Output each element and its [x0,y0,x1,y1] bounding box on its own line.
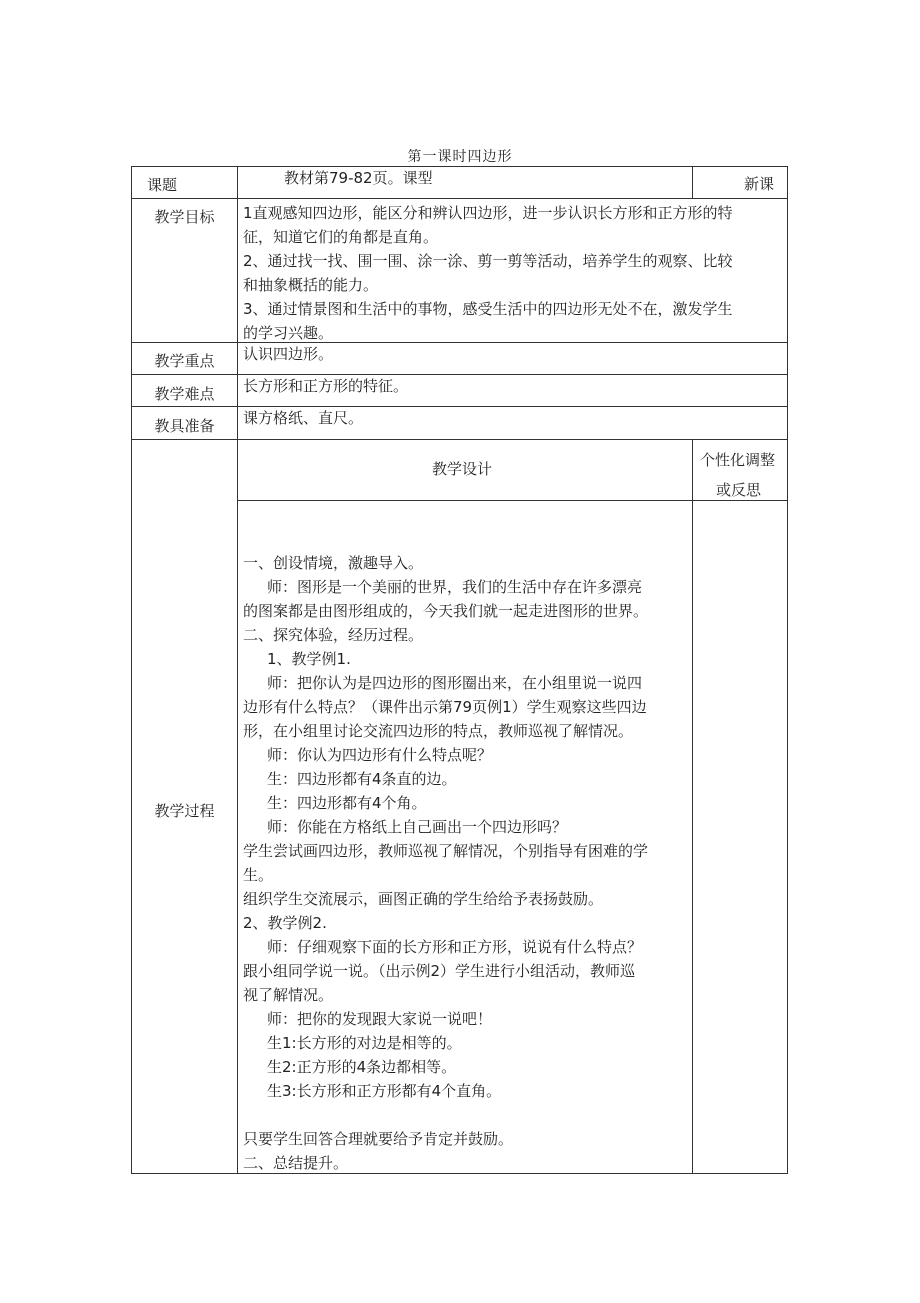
objectives-text [243,201,788,345]
objective-line: 征，知道它们的角都是直角。 [243,228,439,246]
difficulty-label: 教学难点 [154,385,215,403]
objective-line: 1直观感知四边形，能区分和辨认四边形，进一步认识长方形和正方形的特 [243,204,733,222]
process-label: 教学过程 [154,802,215,820]
process-line: 师：仔细观察下面的长方形和正方形，说说有什么特点？ [267,938,643,956]
topic-text: 教材第79-82页。课型 [284,169,433,187]
key-point-text: 认识四边形。 [243,345,334,363]
process-line: 生1:长方形的对边是相等的。 [267,1034,462,1052]
objectives-label: 教学目标 [154,208,215,226]
process-line: 视了解情况。 [243,986,334,1004]
column-divider [692,439,693,1174]
process-line: 师：图形是一个美丽的世界，我们的生活中存在许多漂亮 [267,578,643,596]
process-line: 生3:长方形和正方形都有4个直角。 [267,1082,502,1100]
column-divider [237,166,238,1174]
process-body [243,551,691,1175]
row-divider [131,439,788,440]
process-line: 1、教学例1. [267,650,351,668]
process-line: 二、探究体验，经历过程。 [243,626,424,644]
process-line: 生：四边形都有4条直的边。 [267,770,457,788]
lesson-type: 新课 [744,175,775,193]
row-divider [131,198,788,199]
materials-text: 课方格纸、直尺。 [243,409,364,427]
column-divider [692,166,693,198]
process-line: 师：你能在方格纸上自己画出一个四边形吗？ [267,818,568,836]
process-line [243,1103,691,1127]
row-divider [131,374,788,375]
process-line: 只要学生回答合理就要给予肯定并鼓励。 [243,1130,514,1148]
objective-line: 的学习兴趣。 [243,324,334,342]
key-point-label: 教学重点 [154,352,215,370]
row-divider [237,500,788,501]
process-line: 师：你认为四边形有什么特点呢？ [267,746,493,764]
process-line: 学生尝试画四边形，教师巡视了解情况，个别指导有困难的学 [243,842,649,860]
reflect-header: 或反思 [716,481,762,499]
process-line: 的图案都是由图形组成的，今天我们就一起走进图形的世界。 [243,602,649,620]
design-header: 教学设计 [432,460,493,478]
reflect-header: 个性化调整 [700,451,776,469]
process-line: 师：把你认为是四边形的图形圈出来，在小组里说一说四 [267,674,643,692]
objective-line: 2、通过找一找、围一围、涂一涂、剪一剪等活动，培养学生的观察、比较 [243,252,733,270]
process-line: 跟小组同学说一说。（出示例2）学生进行小组活动，教师巡 [243,962,636,980]
process-line: 组织学生交流展示，画图正确的学生给给予表扬鼓励。 [243,890,604,908]
process-line: 二、总结提升。 [243,1154,349,1172]
materials-label: 教具准备 [154,417,215,435]
process-line: 生。 [243,866,274,884]
process-line: 形，在小组里讨论交流四边形的特点，教师巡视了解情况。 [243,722,634,740]
topic-label: 课题 [146,176,177,194]
page-title: 第一课时四边形 [407,149,513,165]
process-line: 生2:正方形的4条边都相等。 [267,1058,457,1076]
process-line: 边形有什么特点？（课件出示第79页例1）学生观察这些四边 [243,698,647,716]
objective-line: 和抽象概括的能力。 [243,276,379,294]
process-line: 2、教学例2. [243,914,327,932]
row-divider [131,406,788,407]
objective-line: 3、通过情景图和生活中的事物，感受生活中的四边形无处不在，激发学生 [243,300,733,318]
process-line: 生：四边形都有4个角。 [267,794,427,812]
process-line: 师：把你的发现跟大家说一说吧！ [267,1010,493,1028]
process-line: 一、创设情境，激趣导入。 [243,554,424,572]
difficulty-text: 长方形和正方形的特征。 [243,377,409,395]
